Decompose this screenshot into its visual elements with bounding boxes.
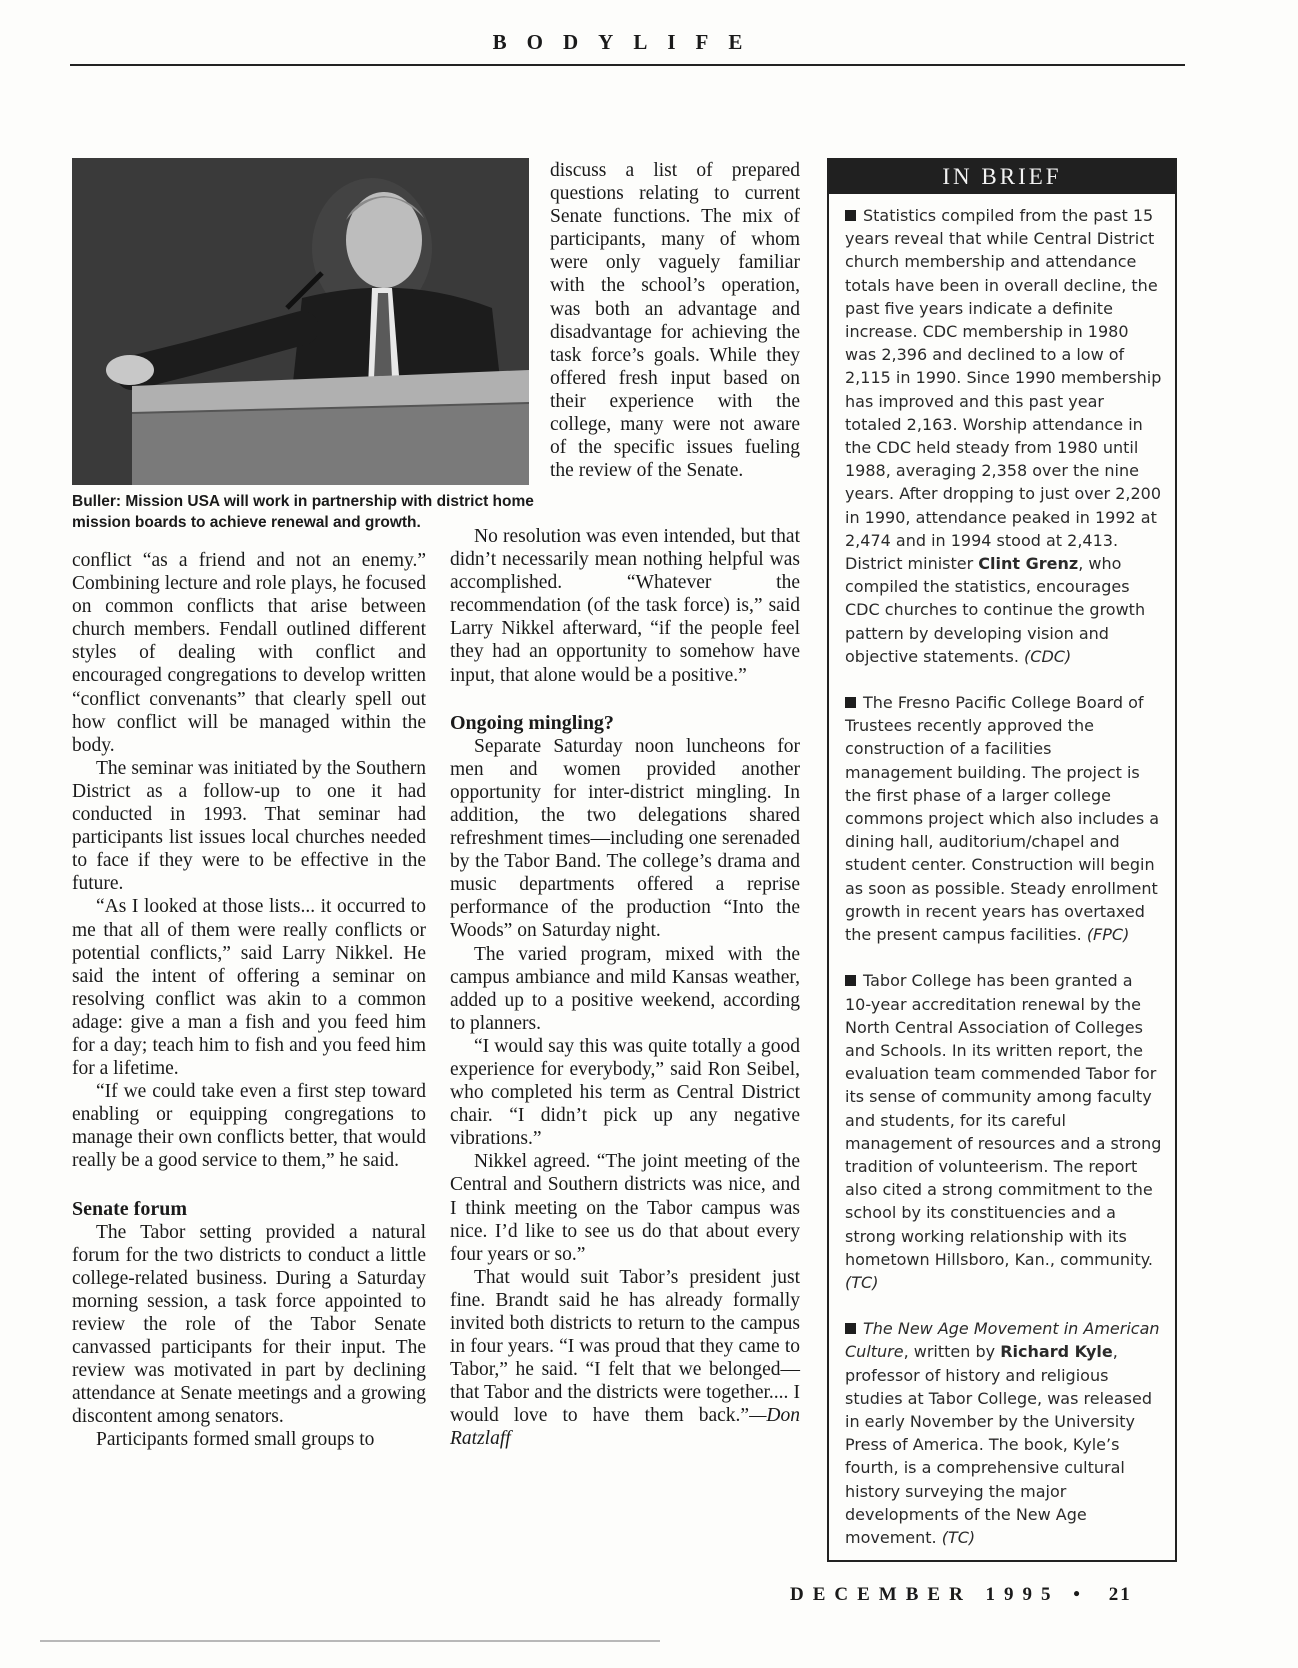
byline: —Don Ratzlaff <box>450 1405 800 1450</box>
article-column-1 <box>72 549 426 1451</box>
paragraph: Separate Saturday noon luncheons for men and women provided another opportunity for inter-district mingling. In addition, the two delegations shared refreshment times—including one serenaded by the Tabor Band. The college’s drama and music departments offered a reprise performance of the production “Into the Woods” on Saturday night. <box>450 735 800 942</box>
paragraph: The varied program, mixed with the campus ambiance and mild Kansas weather, added up to a positive weekend, according to planners. <box>450 943 800 1034</box>
footer-separator: • <box>1073 1584 1089 1605</box>
photo-caption: Buller: Mission USA will work in partnership with district home mission boards to achieve renewal and growth. <box>72 493 534 531</box>
page-number: 21 <box>1108 1584 1132 1605</box>
header-rule <box>70 64 1185 66</box>
paragraph: Nikkel agreed. “The joint meeting of the Central and Southern districts was nice, and I think meeting on the Tabor campus was nice. I’d like to see us do that about every four years or so.” <box>450 1151 800 1265</box>
paragraph: “As I looked at those lists... it occurred to me that all of them were really conflicts or potential conflicts,” said Larry Nikkel. He said the intent of offering a seminar on resolving conflict was akin to a common adage: give a man a fish and you feed him for a day; teach him to fish and you feed him for a lifetime. <box>72 896 426 1080</box>
brief-item: Tabor College has been granted a 10-year accreditation renewal by the North Central Association of Colleges and Schools. In its written report, the evaluation team commended Tabor for its sense of community among faculty and students, for its careful management of resources and a strong tradition of volunteerism. The report also cited a strong commitment to the school by its constituencies and a strong working relationship with its hometown Hillsboro, Kan., community. (TC) <box>845 971 1162 1292</box>
square-bullet-icon <box>845 975 856 986</box>
square-bullet-icon <box>845 1323 856 1334</box>
paragraph: conflict “as a friend and not an enemy.” Combining lecture and role plays, he focused on common conflicts that arise between church members. Fendall outlined different styles of dealing with conflict and encouraged congregations to develop written “conflict convenants” that clearly spell out how conflict will be managed within the body. <box>72 550 426 756</box>
speaker-illustration <box>72 158 529 485</box>
paragraph: “If we could take even a first step toward enabling or equipping congregations to manage their own conflicts better, that would really be a good service to them,” he said. <box>72 1081 426 1172</box>
square-bullet-icon <box>845 697 856 708</box>
paragraph: Participants formed small groups to <box>96 1429 375 1451</box>
speaker-photo <box>72 158 529 485</box>
paragraph: The seminar was initiated by the Southern District as a follow-up to one it had conducted in 1993. That seminar had participants list issues local churches needed to face if they were to be effective in the future. <box>72 757 426 895</box>
square-bullet-icon <box>845 210 856 221</box>
brief-item: The Fresno Pacific College Board of Trustees recently approved the construction of a facilities management building. The project is the first phase of a larger college commons project which also includes a dining hall, auditorium/chapel and student center. Construction will begin as soon as possible. Steady enrollment growth in recent years has overtaxed the present campus facilities. (FPC) <box>845 693 1160 945</box>
section-heading-senate-forum: Senate forum <box>72 1197 187 1220</box>
paragraph: The Tabor setting provided a natural forum for the two districts to conduct a little college-related business. During a Saturday morning session, a task force appointed to review the role of the Tabor Senate canvassed participants for their input. The review was motivated in part by declining attendance at Senate meetings and a growing discontent among senators. <box>72 1221 426 1428</box>
sidebar-title: IN BRIEF <box>829 160 1175 194</box>
issue-date: DECEMBER 1995 <box>790 1584 1060 1605</box>
paragraph: “I would say this was quite totally a good experience for everybody,” said Ron Seibel, who completed his term as Central District chair. “I didn’t pick up any negative vibrations.” <box>450 1035 800 1150</box>
brief-item: The New Age Movement in American Culture, written by Richard Kyle, professor of history and religious studies at Tabor College, was released in early November by the University Press of America. The book, Kyle’s fourth, is a comprehensive cultural history surveying the major developments of the New Age movement. (TC) <box>845 1319 1160 1547</box>
in-brief-sidebar <box>827 158 1177 1562</box>
section-heading-ongoing-mingling: Ongoing mingling? <box>450 711 614 734</box>
bottom-rule <box>40 1640 660 1642</box>
brief-item: Statistics compiled from the past 15 years reveal that while Central District church membership and attendance totals have been in overall decline, the past five years indicate a definite increase. CDC membership in 1980 was 2,396 and declined to a low of 2,115 in 1990. Since 1990 membership has improved and this past year totaled 2,163. Worship attendance in the CDC held steady from 1980 until 1988, averaging 2,358 over the nine years. After dropping to just over 2,200 in 1990, attendance peaked in 1992 at 2,474 and in 1994 stood at 2,413. District minister Clint Grenz, who compiled the statistics, encourages CDC churches to continue the growth pattern by developing vision and objective statements. (CDC) <box>845 206 1162 666</box>
article-column-2-top <box>550 159 800 482</box>
article-column-2 <box>450 525 800 1451</box>
page-footer <box>790 1584 1132 1606</box>
paragraph: That would suit Tabor’s president just fine. Brandt said he has already formally invited both districts to return to the campus in four years. “I was proud that they came to Tabor,” he said. “I felt that we belonged—that Tabor and the districts were together.... I would love to have them back.”—Don Ratzlaff <box>450 1266 800 1450</box>
paragraph: No resolution was even intended, but that didn’t necessarily mean nothing helpful was accomplished. “Whatever the recommendation (of the task force) is,” said Larry Nikkel afterward, “if the people feel they had an opportunity to somehow have input, that alone would be a positive.” <box>450 526 800 686</box>
paragraph: discuss a list of prepared questions relating to current Senate functions. The mix of participants, many of whom were only vaguely familiar with the school’s operation, was both an advantage and disadvantage for achieving the task force’s goals. While they offered fresh input based on their experience with the college, many were not aware of the specific issues fueling the review of the Senate. <box>550 160 800 482</box>
running-header: BODYLIFE <box>492 30 763 54</box>
